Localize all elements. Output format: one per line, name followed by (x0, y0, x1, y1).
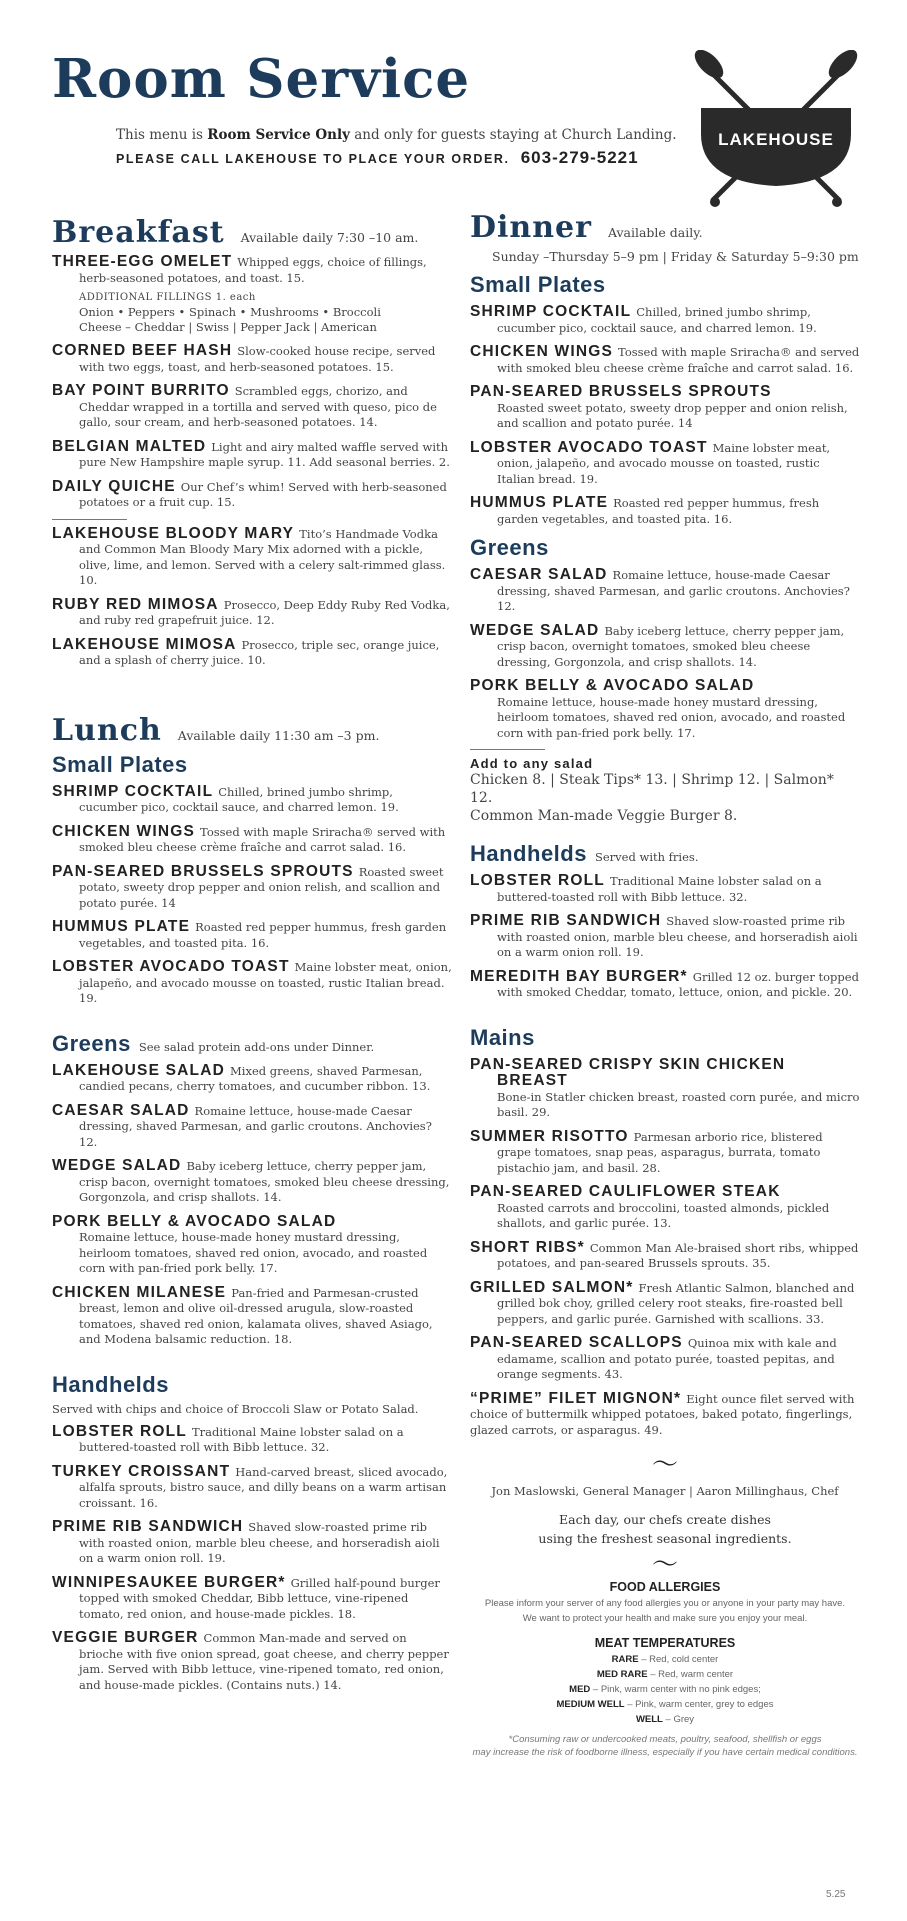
dinner-handhelds-title: Handhelds Served with fries. (470, 841, 699, 866)
menu-item: SHORT RIBS* Common Man Ale-braised short ribs, whipped potatoes, and pan-seared Brussels sprouts. 35. (470, 1238, 859, 1270)
menu-item: PAN-SEARED BRUSSELS SPROUTS Roasted sweet potato, sweety drop pepper and onion relish, and scallion and potato purée. 14 (470, 383, 848, 430)
menu-item: SHRIMP COCKTAIL Chilled, brined jumbo shrimp, cucumber pico, cocktail sauce, and charred lemon. 19. (52, 782, 399, 814)
menu-item: HUMMUS PLATE Roasted red pepper hummus, fresh garden vegetables, and toasted pita. 16. (470, 494, 820, 526)
drink-item: RUBY RED MIMOSA Prosecco, Deep Eddy Ruby Red Vodka, and ruby red grapefruit juice. 12. (52, 595, 450, 627)
menu-item: WINNIPESAUKEE BURGER* Grilled half-pound burger topped with smoked Cheddar, Bibb lettuce, vine-ripened tomato, red onion, and house-made pickles. 18. (52, 1573, 440, 1621)
drink-item: LAKEHOUSE MIMOSA Prosecco, triple sec, orange juice, and a splash of cherry juice. 10. (52, 635, 440, 667)
lunch-greens-title: Greens See salad protein add-ons under Dinner. (52, 1030, 375, 1056)
breakfast-header (52, 215, 452, 250)
menu-item: LOBSTER AVOCADO TOAST Maine lobster meat, onion, jalapeño, and avocado mousse on toasted, rustic Italian bread. 19. (52, 958, 452, 1005)
breakfast-title: Breakfast (52, 215, 225, 250)
meat-temps-title: MEAT TEMPERATURES (594, 1636, 736, 1650)
dinner-small-plates-title: Small Plates (470, 272, 606, 297)
divider (52, 519, 127, 520)
menu-item: WEDGE SALAD Baby iceberg lettuce, cherry pepper jam, crisp bacon, overnight tomatoes, smoked bleu cheese dressing, Gorgonzola, and crisp shallots. 14. (52, 1157, 450, 1204)
menu-item: “PRIME” FILET MIGNON* Eight ounce filet served with choice of buttermilk whipped potatoes, baked potato, fingerlings, glazed carrots, or asparagus. 49. (470, 1389, 855, 1437)
menu-item: LOBSTER AVOCADO TOAST Maine lobster meat, onion, jalapeño, and avocado mousse on toasted, rustic Italian bread. 19. (470, 438, 831, 486)
dinner-mains-title: Mains (470, 1024, 535, 1050)
menu-item: VEGGIE BURGER Common Man-made and served on brioche with five onion spread, goat cheese, and cherry pepper jam. Served with Bibb lettuce, vine-ripened tomato, red onion, and house-made pickles. (Contains nuts.) 14. (52, 1629, 449, 1692)
menu-item: SUMMER RISOTTO Parmesan arborio rice, blistered grape tomatoes, snap peas, asparagus, burrata, tomato pistachio jam, and basil. 28. (470, 1127, 823, 1175)
lunch-handhelds-note: Served with chips and choice of Broccoli Slaw or Potato Salad. (52, 1401, 419, 1416)
temp-row: RARE – Red, cold center (611, 1654, 719, 1665)
menu-item: PORK BELLY & AVOCADO SALAD Romaine lettuce, house-made honey mustard dressing, heirloom tomatoes, shaved red onion, avocado, and roasted corn with pan-fried pork belly. 17. (52, 1212, 428, 1275)
lakehouse-logo (691, 50, 861, 210)
menu-item: TURKEY CROISSANT Hand-carved breast, sliced avocado, alfalfa sprouts, bistro sauce, and dilly beans on a warm artisan croissant. 16. (52, 1462, 448, 1510)
consumption-disclaimer: *Consuming raw or undercooked meats, poultry, seafood, shellfish or eggs may increase the risk of foodborne illness, especially if you have certain medical conditions. (472, 1734, 858, 1758)
menu-item: LOBSTER ROLL Traditional Maine lobster salad on a buttered-toasted roll with Bibb lettuce. 32. (470, 872, 822, 904)
menu-item: LOBSTER ROLL Traditional Maine lobster salad on a buttered-toasted roll with Bibb lettuce. 32. (52, 1422, 404, 1454)
menu-item: CORNED BEEF HASH Slow-cooked house recipe, served with two eggs, toast, and herb-seasoned potatoes. 15. (52, 342, 436, 374)
page-title: Room Service (52, 48, 471, 110)
drink-item: LAKEHOUSE BLOODY MARY Tito’s Handmade Vodka and Common Man Bloody Mary Mix adorned with a pickle, olive, lime, and lemon. Served with a celery salt-rimmed glass. 10. (52, 524, 446, 587)
lunch-availability: Available daily 11:30 am –3 pm. (177, 727, 380, 743)
logo-text: LAKEHOUSE (718, 130, 834, 149)
menu-item: GRILLED SALMON* Fresh Atlantic Salmon, blanched and grilled bok choy, grilled celery root steaks, fire-roasted bell peppers, and garlic purée. Garnished with scallions. 33. (470, 1278, 855, 1326)
right-column (470, 210, 860, 1759)
menu-item: BELGIAN MALTED Light and airy malted waffle served with pure New Hampshire maple syrup. 11. Add seasonal berries. 2. (52, 437, 450, 469)
salad-addon-title: Add to any salad (470, 756, 594, 771)
dinner-hours: Sunday –Thursday 5–9 pm | Friday & Saturday 5–9:30 pm (492, 249, 859, 264)
order-instructions: PLEASE CALL LAKEHOUSE TO PLACE YOUR ORDER. 603-279-5221 (116, 148, 639, 167)
left-column (52, 215, 452, 1701)
squiggle-divider: 〜 (651, 1450, 678, 1480)
menu-item: PAN-SEARED CAULIFLOWER STEAK Roasted carrots and broccolini, toasted almonds, pickled shallots, and garlic purée. 13. (470, 1183, 830, 1230)
menu-item: SHRIMP COCKTAIL Chilled, brined jumbo shrimp, cucumber pico, cocktail sauce, and charred lemon. 19. (470, 303, 817, 335)
allergy-title: FOOD ALLERGIES (609, 1580, 721, 1594)
lunch-handhelds-title: Handhelds (52, 1371, 169, 1397)
menu-item: PAN-SEARED SCALLOPS Quinoa mix with kale and edamame, scallion and potato purée, toasted pepitas, and orange segments. 43. (470, 1334, 837, 1381)
menu-item: PORK BELLY & AVOCADO SALAD Romaine lettuce, house-made honey mustard dressing, heirloom tomatoes, shaved red onion, avocado, and roasted corn with pan-fried pork belly. 17. (470, 677, 846, 740)
temp-row: MEDIUM WELL – Pink, warm center, grey to edges (556, 1699, 774, 1710)
staff-credits: Jon Maslowski, General Manager | Aaron Millinghaus, Chef (491, 1484, 839, 1498)
temp-row: MED RARE – Red, warm center (596, 1669, 734, 1680)
divider (470, 749, 545, 750)
menu-item: HUMMUS PLATE Roasted red pepper hummus, fresh garden vegetables, and toasted pita. 16. (52, 918, 447, 950)
menu-item: CHICKEN MILANESE Pan-fried and Parmesan-crusted breast, lemon and olive oil-dressed arugula, slow-roasted tomatoes, shaved red onion, kalamata olives, shaved Asiago, and Modena balsamic reduction. 18. (52, 1283, 433, 1346)
menu-item: PRIME RIB SANDWICH Shaved slow-roasted prime rib with roasted onion, marble bleu cheese, and horseradish aioli on a warm onion roll. 19. (52, 1518, 440, 1565)
menu-item: THREE-EGG OMELET Whipped eggs, choice of fillings, herb-seasoned potatoes, and toast. 15. (52, 253, 427, 285)
dinner-header (470, 210, 860, 245)
menu-item: WEDGE SALAD Baby iceberg lettuce, cherry pepper jam, crisp bacon, overnight tomatoes, smoked bleu cheese dressing, Gorgonzola, and crisp shallots. 14. (470, 621, 845, 669)
dinner-greens-title: Greens (470, 535, 549, 560)
menu-item: CHICKEN WINGS Tossed with maple Sriracha® and served with smoked bleu cheese crème fraîche and carrot salad. 16. (470, 343, 860, 375)
lunch-title: Lunch (52, 712, 162, 748)
menu-item: MEREDITH BAY BURGER* Grilled 12 oz. burger topped with smoked Cheddar, tomato, lettuce, onion, and pickle. 20. (470, 967, 859, 999)
menu-item: BAY POINT BURRITO Scrambled eggs, chorizo, and Cheddar wrapped in a tortilla and served with queso, pico de gallo, sour cream, and herb-seasoned potatoes. 14. (52, 382, 437, 429)
dinner-title: Dinner (470, 210, 592, 245)
menu-item: CHICKEN WINGS Tossed with maple Sriracha® served with smoked bleu cheese crème fraîche and carrot salad. 16. (52, 822, 446, 854)
phone-number[interactable]: 603-279-5221 (520, 148, 639, 167)
menu-item: PAN-SEARED CRISPY SKIN CHICKEN BREAST Bone-in Statler chicken breast, roasted corn purée, and micro basil. 29. (470, 1055, 860, 1119)
menu-item: PRIME RIB SANDWICH Shaved slow-roasted prime rib with roasted onion, marble bleu cheese, and horseradish aioli on a warm onion roll. 19. (470, 912, 858, 959)
squiggle-divider: 〜 (651, 1550, 678, 1580)
temp-row: WELL – Grey (635, 1714, 695, 1725)
intro-text: This menu is Room Service Only and only for guests staying at Church Landing. (116, 127, 677, 143)
menu-item: CAESAR SALAD Romaine lettuce, house-made Caesar dressing, shaved Parmesan, and garlic croutons. Anchovies? 12. (470, 566, 850, 613)
allergy-note: Please inform your server of any food allergies you or anyone in your party may have. We want to protect your health and make sure you enjoy your meal. (484, 1598, 846, 1624)
breakfast-availability: Available daily 7:30 –10 am. (240, 230, 419, 245)
lunch-header (52, 713, 452, 748)
dinner-availability: Available daily. (607, 225, 703, 240)
omelet-fillings: ADDITIONAL FILLINGS 1. each Onion • Peppers • Spinach • Mushrooms • Broccoli Cheese – Cheddar | Swiss | Pepper Jack | American (79, 292, 381, 334)
menu-item: PAN-SEARED BRUSSELS SPROUTS Roasted sweet potato, sweety drop pepper and onion relish, and scallion and potato purée. 14 (52, 862, 444, 910)
chefs-note: Each day, our chefs create dishes using the freshest seasonal ingredients. (538, 1512, 792, 1546)
menu-item: CAESAR SALAD Romaine lettuce, house-made Caesar dressing, shaved Parmesan, and garlic croutons. Anchovies? 12. (52, 1101, 432, 1149)
menu-item: LAKEHOUSE SALAD Mixed greens, shaved Parmesan, candied pecans, cherry tomatoes, and cucumber ribbon. 13. (52, 1061, 431, 1093)
menu-item: DAILY QUICHE Our Chef’s whim! Served with herb-seasoned potatoes or a fruit cup. 15. (52, 477, 447, 509)
lunch-small-plates-title: Small Plates (52, 751, 188, 777)
page-code: 5.25 (826, 1889, 846, 1900)
temp-row: MED – Pink, warm center with no pink edges; (569, 1684, 761, 1695)
meat-temps-list (470, 1652, 860, 1727)
salad-addons: Chicken 8. | Steak Tips* 13. | Shrimp 12. | Salmon* 12. Common Man-made Veggie Burger 8. (470, 772, 834, 824)
